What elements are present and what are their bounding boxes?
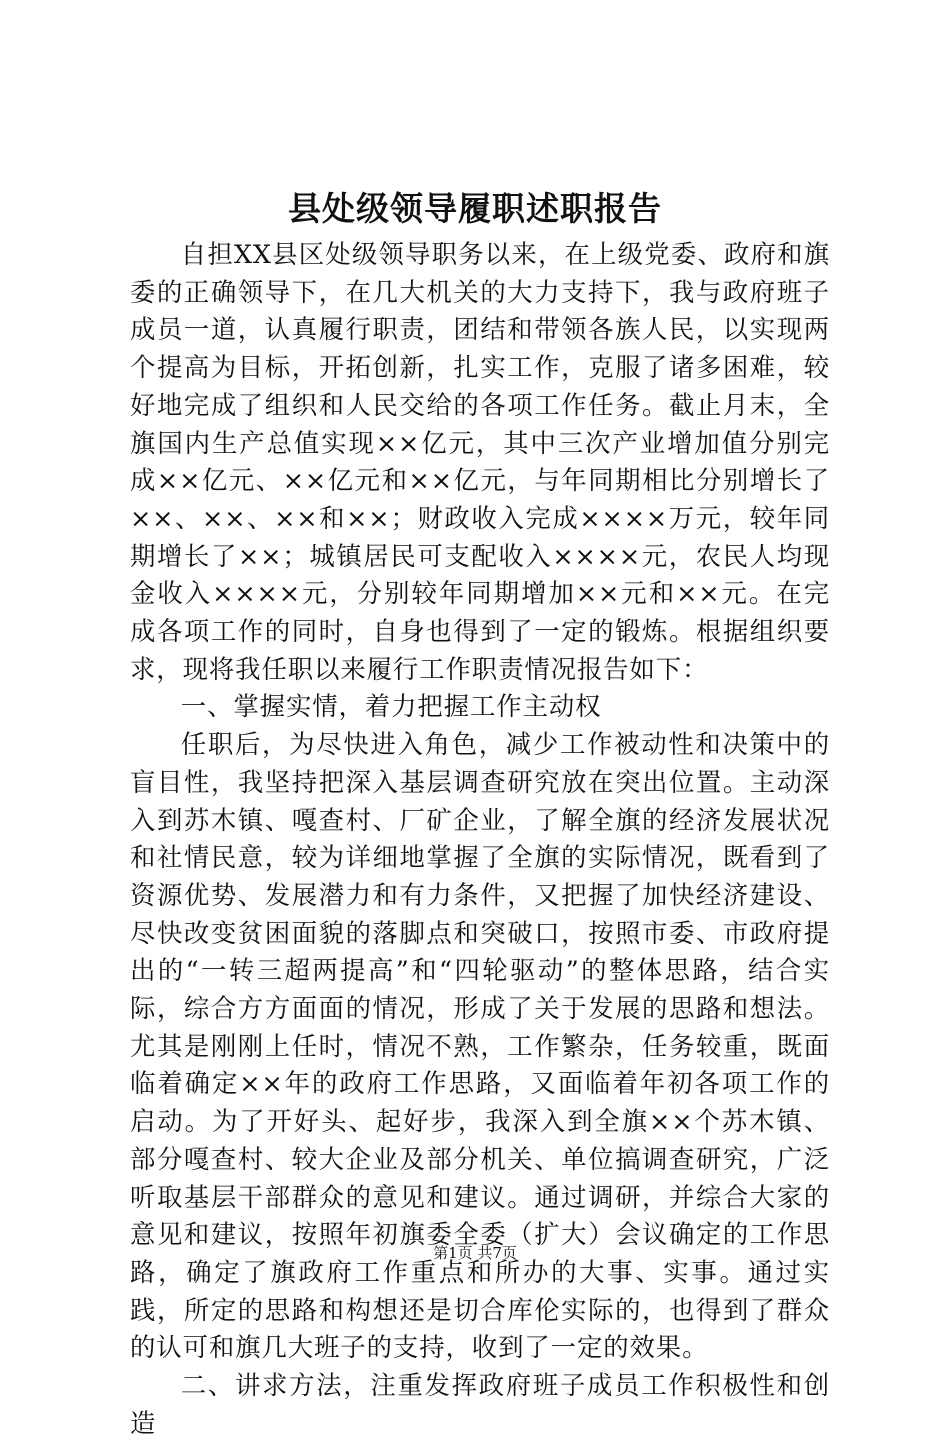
paragraph-section-1: 任职后，为尽快进入角色，减少工作被动性和决策中的盲目性，我坚持把深入基层调查研究放在突出位置。主动深入到苏木镇、嘎查村、厂矿企业，了解全旗的经济发展状况和社情民意，较为详细地掌握了全旗的实际情况，既看到了资源优势、发展潜力和有力条件，又把握了加快经济建设、尽快改变贫困面貌的落脚点和突破口，按照市委、市政府提出的“一转三超两提高”和“四轮驱动”的整体思路，结合实际，综合方方面面的情况，形成了关于发展的思路和想法。尤其是刚刚上任时，情况不熟，工作繁杂，任务较重，既面临着确定××年的政府工作思路，又面临着年初各项工作的启动。为了开好头、起好步，我深入到全旗××个苏木镇、部分嘎查村、较大企业及部分机关、单位搞调查研究，广泛听取基层干部群众的意见和建议。通过调研，并综合大家的意见和建议，按照年初旗委全委（扩大）会议确定的工作思路，确定了旗政府工作重点和所办的大事、实事。通过实践，所定的思路和构想还是切合库伦实际的，也得到了群众的认可和旗几大班子的支持，收到了一定的效果。 <box>130 729 830 1363</box>
section-heading-2: 二、讲求方法，注重发挥政府班子成员工作积极性和创造 <box>130 1370 830 1438</box>
page-number-label: 第1页 共7页 <box>433 1244 517 1262</box>
page-footer <box>0 1243 950 1263</box>
section-heading-1: 一、掌握实情，着力把握工作主动权 <box>180 691 602 722</box>
document-title: 县处级领导履职述职报告 <box>288 189 662 228</box>
paragraph-intro: 自担XX县区处级领导职务以来，在上级党委、政府和旗委的正确领导下，在几大机关的大力支持下，我与政府班子成员一道，认真履行职责，团结和带领各族人民，以实现两个提高为目标，开拓创新，扎实工作，克服了诸多困难，较好地完成了组织和人民交给的各项工作任务。截止月末，全旗国内生产总值实现××亿元，其中三次产业增加值分别完成××亿元、××亿元和××亿元，与年同期相比分别增长了××、××、××和××；财政收入完成××××万元，较年同期增长了××；城镇居民可支配收入××××元，农民人均现金收入××××元，分别较年同期增加××元和××元。在完成各项工作的同时，自身也得到了一定的锻炼。根据组织要求，现将我任职以来履行工作职责情况报告如下： <box>130 239 830 684</box>
